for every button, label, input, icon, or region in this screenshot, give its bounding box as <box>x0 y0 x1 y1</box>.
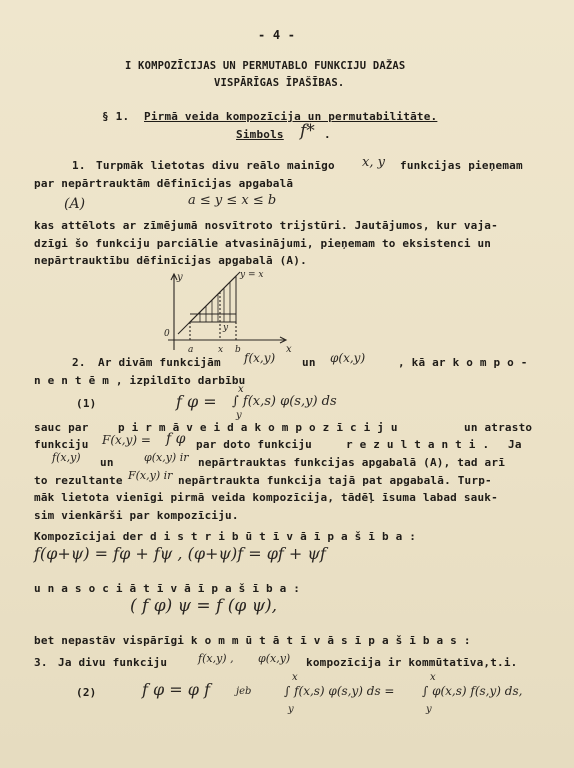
symbol-label: Simbols <box>236 128 284 141</box>
p2-un: un <box>302 356 316 369</box>
fig-x-label: x <box>286 344 292 355</box>
p2-line4a: funkciju <box>34 438 89 451</box>
eq2-lhs: f φ = φ f <box>142 680 210 699</box>
distributive-formula: f(φ+ψ) = fφ + fψ , (φ+ψ)f = φf + ψf <box>34 544 326 563</box>
eq2-int2-limit-top: x <box>430 672 436 683</box>
section-title: Pirmā veida kompozīcija un permutabilitāte. <box>144 110 438 123</box>
chapter-title-line1: I KOMPOZĪCIJAS UN PERMUTABLO FUNKCIJU DAŽAS <box>125 60 406 72</box>
p2-line5-un: un <box>100 456 114 469</box>
p2-line6b: nepārtraukta funkcija tajā pat apgabalā. Turp- <box>178 474 492 487</box>
p2-phi-func: φ(x,y) <box>330 351 366 365</box>
p2-line5b: nepārtrauktas funkcijas apgabalā (A), tad arī <box>198 456 506 469</box>
p2-line1a: Ar divām funkcijām <box>98 356 221 369</box>
diagonal-line <box>178 272 240 334</box>
p1-line2: par nepārtrauktām dēfinīcijas apgabalā <box>34 177 294 190</box>
p1-line3: kas attēlots ar zīmējumā nosvītroto trijstūri. Jautājumos, kur vaja- <box>34 219 498 232</box>
fig-tick-b: b <box>235 345 241 355</box>
eq1-lhs: f φ = <box>176 392 217 411</box>
p2-line7: māk lietota vienīgi pirmā veida kompozīcija, tādēļ īsuma labad sauk- <box>34 491 498 504</box>
p1-line1a: Turpmāk lietotas divu reālo mainīgo <box>96 159 335 172</box>
page-number: - 4 - <box>258 28 296 42</box>
p2-line6-F: F(x,y) ir <box>128 469 173 482</box>
p2-line5-phi: φ(x,y) ir <box>144 451 189 464</box>
domain-label-A: (A) <box>64 196 86 212</box>
p2-line4c: r e z u l t a n t i . <box>346 438 490 451</box>
eq2-jeb: jeb <box>236 686 252 697</box>
p2-line3a: sauc par <box>34 421 89 434</box>
p2-line3c: un atrasto <box>464 421 533 434</box>
fig-y-label: y <box>177 272 183 283</box>
eq2-number: (2) <box>76 686 97 699</box>
p3-line1a: Ja divu funkciju <box>58 656 168 669</box>
p1-line5: nepārtrauktību dēfinīcijas apgabalā (A). <box>34 254 307 267</box>
eq2-int1-limit-bot: y <box>288 704 294 715</box>
eq1-limit-top: x <box>238 384 244 395</box>
fig-diag-label: y = x <box>240 270 264 280</box>
fig-inner-y: y <box>223 323 229 333</box>
fig-origin: 0 <box>164 329 170 339</box>
associative-heading: u n a s o c i ā t ī v ā ī p a š ī b a : <box>34 582 301 595</box>
p3-f-func: f(x,y) , <box>198 652 234 665</box>
domain-inequality: a ≤ y ≤ x ≤ b <box>188 193 277 208</box>
p3-phi-func: φ(x,y) <box>258 652 291 665</box>
p2-line3b: p i r m ā v e i d a k o m p o z ī c i j u <box>118 421 398 434</box>
symbol-handwritten: f* <box>300 121 315 141</box>
chapter-title-line2: VISPĀRĪGAS ĪPAŠĪBAS. <box>214 77 345 89</box>
p2-line2: n e n t ē m , izpildīto darbību <box>34 374 246 387</box>
eq2-int2-limit-bot: y <box>426 704 432 715</box>
p2-line5-f: f(x,y) <box>52 451 81 464</box>
distributive-heading: Kompozīcijai der d i s t r i b ū t ī v ā ī p a š ī b a : <box>34 530 417 543</box>
p3-line1b: kompozīcija ir kommūtatīva,t.i. <box>306 656 518 669</box>
eq2-int2: ∫ φ(x,s) f(s,y) ds, <box>422 684 523 698</box>
p2-F-def: F(x,y) = <box>102 433 151 447</box>
p2-F-ff: f φ <box>166 431 186 447</box>
eq2-int1: ∫ f(x,s) φ(s,y) ds = <box>284 684 395 698</box>
p2-line8: sim vienkārši par kompozīciju. <box>34 509 239 522</box>
fig-tick-x: x <box>218 345 224 355</box>
p2-line6a: to rezultante <box>34 474 123 487</box>
p1-number: 1. <box>72 159 86 172</box>
p2-line4d: Ja <box>508 438 522 451</box>
p2-number: 2. <box>72 356 86 369</box>
p2-line1b: , kā ar k o m p o - <box>398 356 528 369</box>
section-number: § 1. <box>102 110 130 123</box>
associative-formula: ( f φ) ψ = f (φ ψ), <box>130 596 278 616</box>
eq1-rhs: ∫ f(x,s) φ(s,y) ds <box>232 394 337 409</box>
p2-line4b: par doto funkciju <box>196 438 312 451</box>
commutative-heading: bet nepastāv vispārīgi k o m m ū t ā t ī v ā s ī p a š ī b a s : <box>34 634 471 647</box>
symbol-dot: . <box>324 128 331 141</box>
eq1-limit-bot: y <box>236 410 242 421</box>
p1-line1b: funkcijas pieņemam <box>400 159 523 172</box>
p1-line4: dzīgi šo funkciju parciālie atvasinājumi, pieņemam to eksistenci un <box>34 237 492 250</box>
domain-figure <box>156 268 296 358</box>
fig-tick-a: a <box>188 345 194 355</box>
hatching <box>200 282 230 322</box>
eq1-number: (1) <box>76 397 97 410</box>
p1-vars: x, y <box>362 155 385 170</box>
p2-f-func: f(x,y) <box>244 351 276 365</box>
eq2-int1-limit-top: x <box>292 672 298 683</box>
p3-number: 3. <box>34 656 48 669</box>
